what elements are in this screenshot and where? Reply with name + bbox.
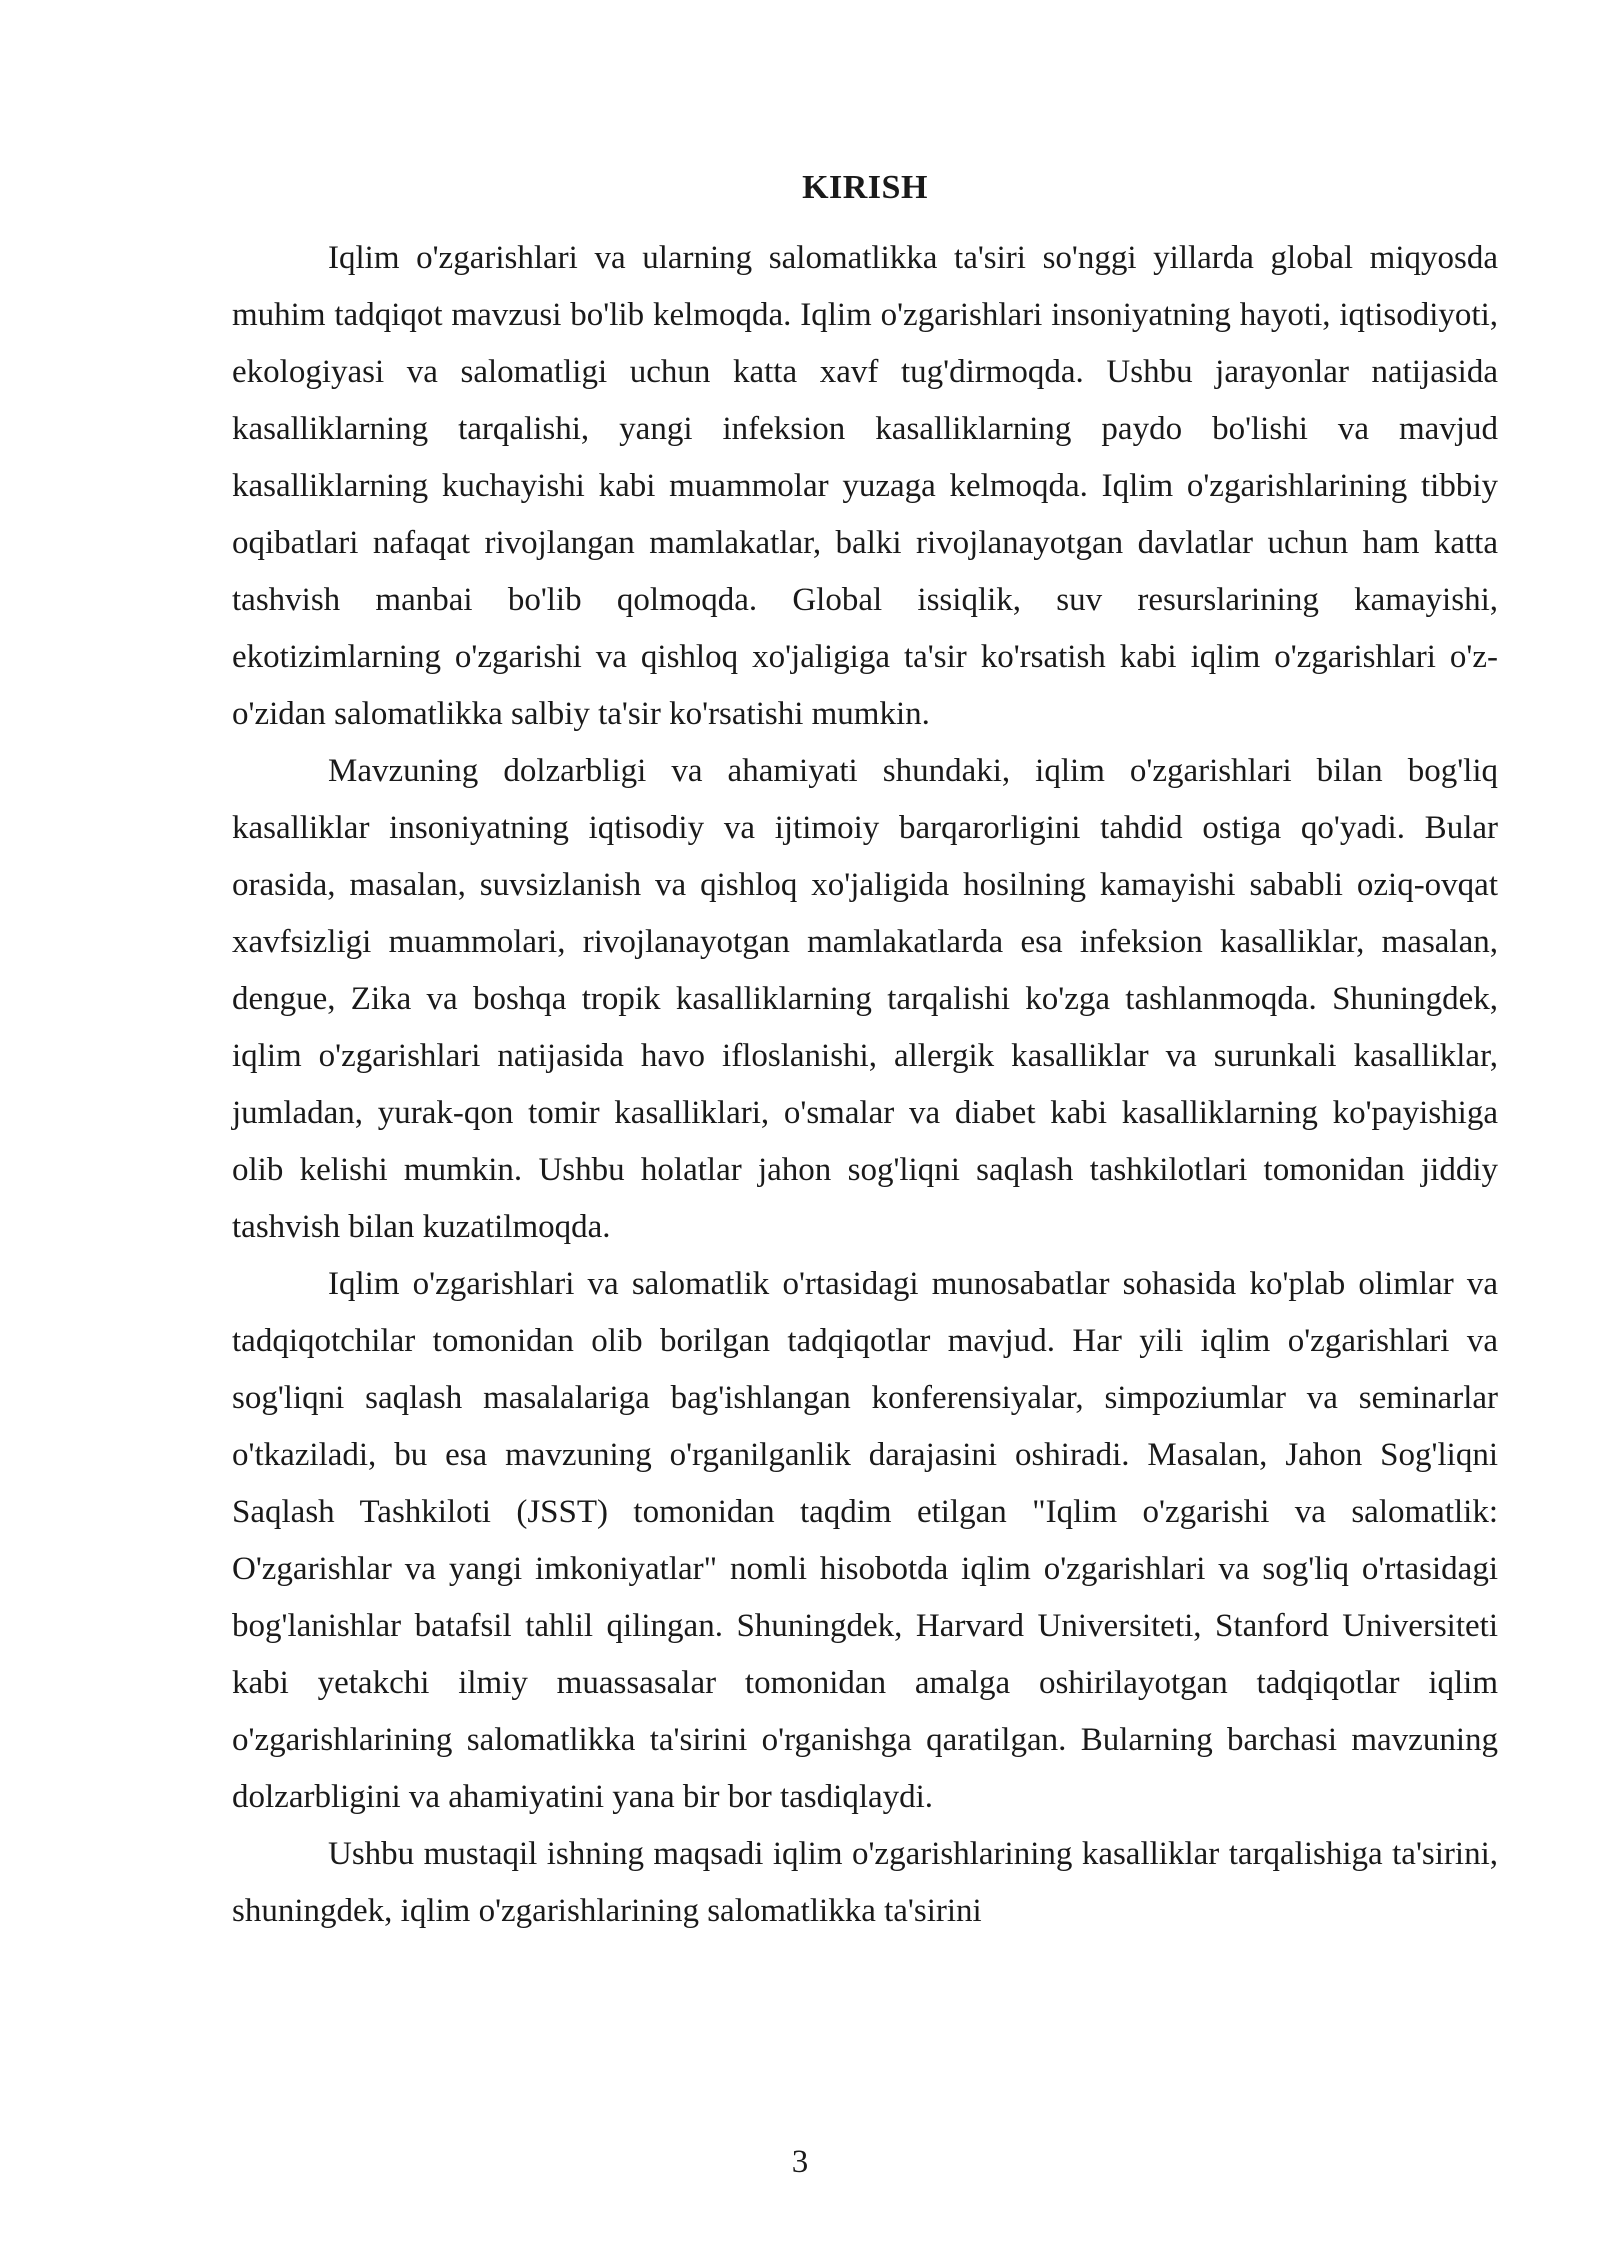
- paragraph-1: Iqlim o'zgarishlari va ularning salomatlikka ta'siri so'nggi yillarda global miqyosda muhim tadqiqot mavzusi bo'lib kelmoqda. Iqlim o'zgarishlari insoniyatning hayoti, iqtisodiyoti, ekologiyasi va salomatligi uchun katta xavf tug'dirmoqda. Ushbu jarayonlar natijasida kasalliklarning tarqalishi, yangi infeksion kasalliklarning paydo bo'lishi va mavjud kasalliklarning kuchayishi kabi muammolar yuzaga kelmoqda. Iqlim o'zgarishlarining tibbiy oqibatlari nafaqat rivojlangan mamlakatlar, balki rivojlanayotgan davlatlar uchun ham katta tashvish manbai bo'lib qolmoqda. Global issiqlik, suv resurslarining kamayishi, ekotizimlarning o'zgarishi va qishloq xo'jaligiga ta'sir ko'rsatish kabi iqlim o'zgarishlari o'z-o'zidan salomatlikka salbiy ta'sir ko'rsatishi mumkin.: [232, 240, 1498, 732]
- paragraph-4: Ushbu mustaqil ishning maqsadi iqlim o'zgarishlarining kasalliklar tarqalishiga ta'sirini, shuningdek, iqlim o'zgarishlarining salomatlikka ta'sirini: [232, 1836, 1498, 1929]
- page-number: 3: [791, 2144, 809, 2180]
- section-title: KIRISH: [802, 169, 928, 206]
- paragraph-3: Iqlim o'zgarishlari va salomatlik o'rtasidagi munosabatlar sohasida ko'plab olimlar va tadqiqotchilar tomonidan olib borilgan tadqiqotlar mavjud. Har yili iqlim o'zgarishlari va sog'liqni saqlash masalalariga bag'ishlangan konferensiyalar, simpoziumlar va seminarlar o'tkaziladi, bu esa mavzuning o'rganilganlik darajasini oshiradi. Masalan, Jahon Sog'liqni Saqlash Tashkiloti (JSST) tomonidan taqdim etilgan "Iqlim o'zgarishi va salomatlik: O'zgarishlar va yangi imkoniyatlar" nomli hisobotda iqlim o'zgarishlari va sog'liq o'rtasidagi bog'lanishlar batafsil tahlil qilingan. Shuningdek, Harvard Universiteti, Stanford Universiteti kabi yetakchi ilmiy muassasalar tomonidan amalga oshirilayotgan tadqiqotlar iqlim o'zgarishlarining salomatlikka ta'sirini o'rganishga qaratilgan. Bularning barchasi mavzuning dolzarbligini va ahamiyatini yana bir bor tasdiqlaydi.: [232, 1266, 1498, 1815]
- paragraph-2: Mavzuning dolzarbligi va ahamiyati shundaki, iqlim o'zgarishlari bilan bog'liq kasalliklar insoniyatning iqtisodiy va ijtimoiy barqarorligini tahdid ostiga qo'yadi. Bular orasida, masalan, suvsizlanish va qishloq xo'jaligida hosilning kamayishi sababli oziq-ovqat xavfsizligi muammolari, rivojlanayotgan mamlakatlarda esa infeksion kasalliklar, masalan, dengue, Zika va boshqa tropik kasalliklarning tarqalishi ko'zga tashlanmoqda. Shuningdek, iqlim o'zgarishlari natijasida havo ifloslanishi, allergik kasalliklar va surunkali kasalliklar, jumladan, yurak-qon tomir kasalliklari, o'smalar va diabet kabi kasalliklarning ko'payishiga olib kelishi mumkin. Ushbu holatlar jahon sog'liqni saqlash tashkilotlari tomonidan jiddiy tashvish bilan kuzatilmoqda.: [232, 753, 1498, 1245]
- page-content: [232, 160, 1498, 1940]
